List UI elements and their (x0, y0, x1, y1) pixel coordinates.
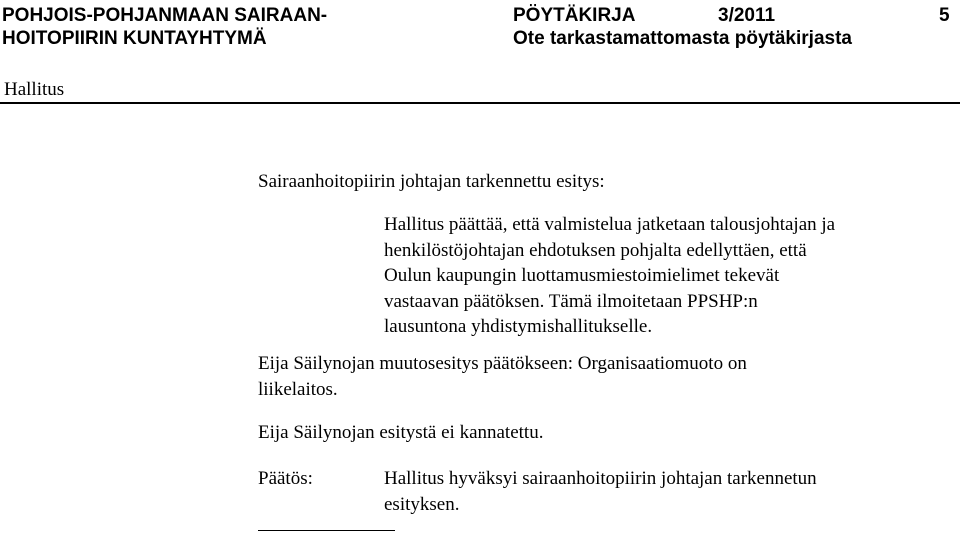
proposal-text (384, 212, 835, 340)
decision-line: Hallitus hyväksyi sairaanhoitopiirin johtajan tarkennetun (384, 468, 817, 489)
body-label: Hallitus (4, 79, 65, 100)
organization-name-line1: POHJOIS-POHJANMAAN SAIRAAN- (2, 5, 328, 26)
proposal-line: lausuntona yhdistymishallitukselle. (384, 316, 653, 337)
document-subtitle: Ote tarkastamattomasta pöytäkirjasta (513, 28, 852, 49)
decision-line: esityksen. (384, 493, 460, 515)
page-number: 5 (939, 5, 950, 26)
header-divider (0, 102, 960, 104)
motion-line: Eija Säilynojan muutosesitys päätökseen: Organisaatiomuoto on (258, 353, 747, 374)
proposal-heading: Sairaanhoitopiirin johtajan tarkennettu esitys: (258, 171, 605, 192)
amendment-motion (258, 351, 747, 402)
decision-label: Päätös: (258, 468, 313, 489)
proposal-line: Oulun kaupungin luottamusmiestoimielimet tekevät (384, 265, 780, 286)
motion-line: liikelaitos. (258, 378, 338, 400)
document-number: 3/2011 (718, 5, 776, 26)
not-seconded-note: Eija Säilynojan esitystä ei kannatettu. (258, 422, 544, 443)
signature-line (258, 530, 395, 531)
decision-text (384, 466, 817, 517)
organization-name-line2: HOITOPIIRIN KUNTAYHTYMÄ (2, 28, 267, 49)
proposal-line: henkilöstöjohtajan ehdotuksen pohjalta edellyttäen, että (384, 239, 807, 261)
proposal-line: vastaavan päätöksen. Tämä ilmoitetaan PPSHP:n (384, 290, 758, 312)
document-type: PÖYTÄKIRJA (513, 5, 636, 26)
proposal-line: Hallitus päättää, että valmistelua jatketaan talousjohtajan ja (384, 214, 836, 235)
